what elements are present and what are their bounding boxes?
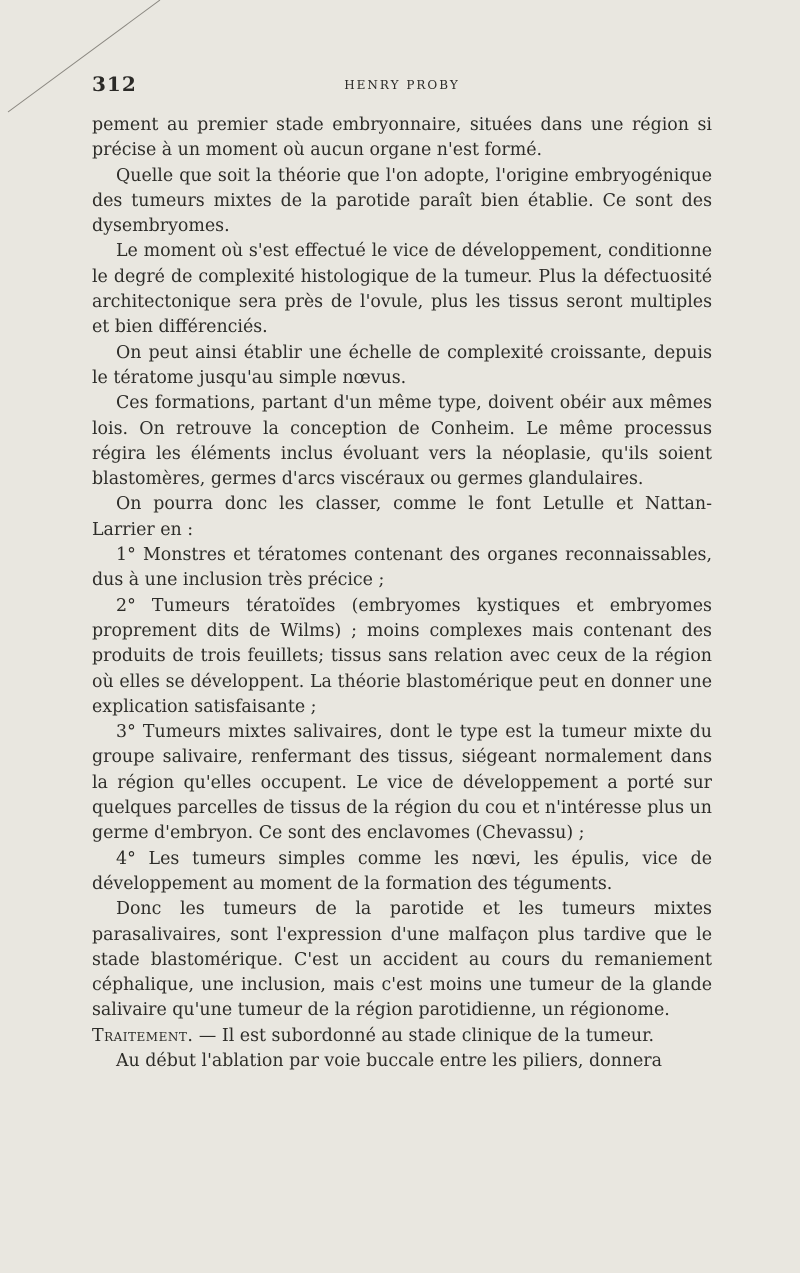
list-item: 4° Les tumeurs simples comme les nœvi, les épulis, vice de développement au moment de la formation des téguments. — [92, 848, 712, 894]
list-item: 1° Monstres et tératomes contenant des organes reconnaissables, dus à une inclusion très précice ; — [92, 545, 712, 591]
paragraph: Le moment où s'est effectué le vice de développement, conditionne le degré de complexité histologique de la tumeur. Plus la défectuosité architectonique sera près de l'ovule, plus les tissus seront multiples et bien différenciés. — [92, 241, 712, 338]
corner-fold-line — [0, 0, 180, 120]
paragraph: pement au premier stade embryonnaire, situées dans une région si précise à un moment où aucun organe n'est formé. — [92, 115, 712, 161]
list-item: 2° Tumeurs tératoïdes (embryomes kystiques et embryomes proprement dits de Wilms) ; moins complexes mais contenant des produits de trois feuillets; tissus sans relation avec ceux de la région où elles se développent. La théorie blastomérique peut en donner une explication satisfaisante ; — [92, 595, 712, 717]
paragraph: On peut ainsi établir une échelle de complexité croissante, depuis le tératome jusqu'au simple nœvus. — [92, 342, 712, 388]
paragraph: On pourra donc les classer, comme le font Letulle et Nattan-Larrier en : — [92, 494, 712, 540]
page-number: 312 — [92, 72, 137, 96]
body-text — [92, 113, 712, 1074]
list-item: 3° Tumeurs mixtes salivaires, dont le type est la tumeur mixte du groupe salivaire, renfermant des tissus, siégeant normalement dans la région qu'elles occupent. Le vice de développement a porté sur quelques parcelles de tissus de la région du cou et n'intéresse plus un germe d'embryon. Ce sont des enclavomes (Chevassu) ; — [92, 722, 712, 844]
section-heading: Traitement. — [92, 1025, 194, 1046]
paragraph: Au début l'ablation par voie buccale entre les piliers, donnera — [116, 1050, 662, 1071]
paragraph: Ces formations, partant d'un même type, doivent obéir aux mêmes lois. On retrouve la conception de Conheim. Le même processus régira les éléments inclus évoluant vers la néoplasie, qu'ils soient blastomères, germes d'arcs viscéraux ou germes glandulaires. — [92, 393, 712, 490]
paragraph: Donc les tumeurs de la parotide et les tumeurs mixtes parasalivaires, sont l'expression d'une malfaçon plus tardive que le stade blastomérique. C'est un accident au cours du remaniement céphalique, une inclusion, mais c'est moins une tumeur de la glande salivaire qu'une tumeur de la région parotidienne, un régionome. — [92, 899, 712, 1021]
paragraph: Quelle que soit la théorie que l'on adopte, l'origine embryogénique des tumeurs mixtes de la parotide paraît bien établie. Ce sont des dysembryomes. — [92, 165, 712, 237]
running-head: HENRY PROBY — [344, 78, 460, 92]
treatment-paragraph: Traitement. — Il est subordonné au stade clinique de la tumeur. — [92, 1025, 655, 1046]
page-header — [92, 72, 712, 100]
